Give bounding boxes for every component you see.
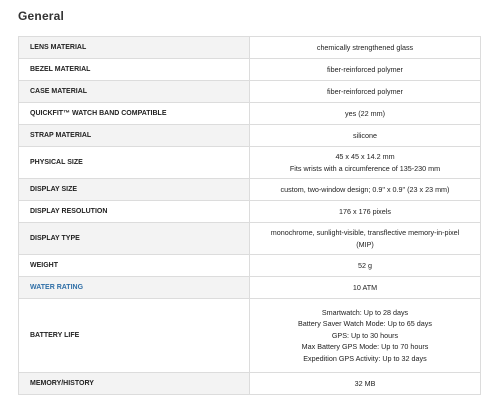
spec-value-line: GPS: Up to 30 hours [331,330,399,340]
spec-label-strap-material: STRAP MATERIAL [19,125,250,147]
spec-value-line: monochrome, sunlight-visible, transflective memory-in-pixel [270,228,460,237]
specs-table-body [19,37,481,395]
spec-value-line: custom, two-window design; 0.9" x 0.9" (23 x 23 mm) [280,184,450,194]
spec-row-strap-material [19,125,481,147]
spec-label-lens-material: LENS MATERIAL [19,37,250,59]
spec-value-display-size [250,179,481,201]
spec-value-line: (MIP) [356,239,374,249]
specs-table [18,36,481,395]
spec-value-line: Fits wrists with a circumference of 135-230 mm [289,163,441,173]
spec-label-bezel-material: BEZEL MATERIAL [19,59,250,81]
spec-row-lens-material [19,37,481,59]
spec-row-display-resolution [19,201,481,223]
section-title: General [18,9,65,23]
spec-row-weight [19,255,481,277]
spec-row-quickfit-band [19,103,481,125]
spec-value-physical-size [250,147,481,179]
spec-label-display-size: DISPLAY SIZE [19,179,250,201]
spec-label-case-material: CASE MATERIAL [19,81,250,103]
spec-value-case-material [250,81,481,103]
spec-value-line: Battery Saver Watch Mode: Up to 65 days [298,319,432,329]
spec-value-line: 176 x 176 pixels [339,206,391,216]
spec-value-quickfit-band [250,103,481,125]
spec-value-line: 10 ATM [352,282,378,292]
spec-value-water-rating [250,277,481,299]
spec-value-line: Smartwatch: Up to 28 days [321,307,409,317]
spec-row-display-type [19,223,481,255]
spec-label-water-rating[interactable]: WATER RATING [19,277,250,299]
spec-value-line: 32 MB [354,378,376,388]
spec-row-physical-size [19,147,481,179]
spec-label-memory-history: MEMORY/HISTORY [19,373,250,395]
spec-value-battery-life [250,299,481,373]
spec-row-memory-history [19,373,481,395]
spec-value-display-type [250,223,481,255]
spec-label-quickfit-band: QUICKFIT™ WATCH BAND COMPATIBLE [19,103,250,125]
spec-value-line: fiber-reinforced polymer [327,64,403,74]
spec-label-battery-life: BATTERY LIFE [19,299,250,373]
spec-value-bezel-material [250,59,481,81]
spec-value-display-resolution [250,201,481,223]
spec-label-display-type: DISPLAY TYPE [19,223,250,255]
spec-value-line: yes (22 mm) [345,108,385,118]
spec-value-line: fiber-reinforced polymer [327,86,403,96]
spec-row-battery-life [19,299,481,373]
spec-value-line: silicone [353,130,377,140]
spec-value-line: 52 g [358,260,372,270]
spec-row-case-material [19,81,481,103]
spec-value-strap-material [250,125,481,147]
spec-value-line: chemically strengthened glass [316,42,414,52]
spec-label-weight: WEIGHT [19,255,250,277]
spec-row-display-size [19,179,481,201]
spec-value-lens-material [250,37,481,59]
spec-value-line: Expedition GPS Activity: Up to 32 days [303,353,427,363]
spec-row-water-rating [19,277,481,299]
spec-value-line: Max Battery GPS Mode: Up to 70 hours [301,342,429,352]
spec-value-memory-history [250,373,481,395]
spec-value-weight [250,255,481,277]
spec-value-line: 45 x 45 x 14.2 mm [335,152,395,161]
spec-row-bezel-material [19,59,481,81]
spec-label-display-resolution: DISPLAY RESOLUTION [19,201,250,223]
spec-label-physical-size: PHYSICAL SIZE [19,147,250,179]
